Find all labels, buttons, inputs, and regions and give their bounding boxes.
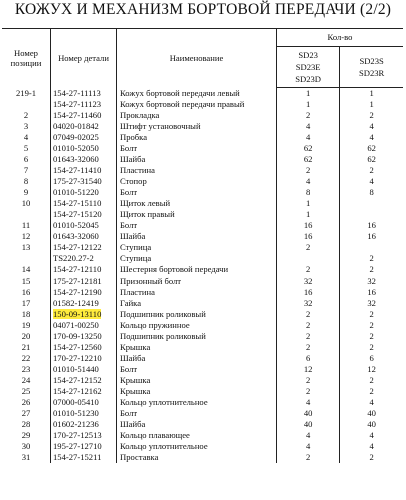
cell-name: Ступица bbox=[117, 242, 277, 253]
cell-qty-b: 62 bbox=[340, 154, 403, 165]
cell-name: Шайба bbox=[117, 419, 277, 430]
cell-qty-b: 2 bbox=[340, 253, 403, 264]
table-header bbox=[2, 29, 403, 88]
cell-part-number: 175-27-31540 bbox=[51, 176, 117, 187]
table-body bbox=[2, 88, 403, 464]
cell-qty-b: 4 bbox=[340, 132, 403, 143]
cell-part-number: 170-09-13250 bbox=[51, 331, 117, 342]
cell-name: Штифт установочный bbox=[117, 121, 277, 132]
cell-qty-b: 40 bbox=[340, 419, 403, 430]
col-model-b-header bbox=[340, 47, 403, 88]
cell-qty-b: 2 bbox=[340, 452, 403, 463]
cell-part-number: TS220.27-2 bbox=[51, 253, 117, 264]
cell-qty-a: 2 bbox=[277, 331, 340, 342]
table-row bbox=[2, 331, 403, 342]
cell-name: Кольцо пружинное bbox=[117, 319, 277, 330]
cell-qty-a: 4 bbox=[277, 132, 340, 143]
cell-qty-a: 2 bbox=[277, 342, 340, 353]
cell-qty-a: 40 bbox=[277, 408, 340, 419]
highlighted-part-number: 150-09-13110 bbox=[53, 308, 102, 319]
model-a-line2: SD23E bbox=[295, 62, 321, 72]
cell-part-number: 175-27-12181 bbox=[51, 275, 117, 286]
cell-name: Пробка bbox=[117, 132, 277, 143]
cell-part-number: 154-27-15110 bbox=[51, 198, 117, 209]
table-row bbox=[2, 110, 403, 121]
table-row bbox=[2, 397, 403, 408]
col-position-label-line2: позиции bbox=[10, 58, 42, 69]
cell-part-number: 154-27-12152 bbox=[51, 375, 117, 386]
cell-name: Шестерня бортовой передачи bbox=[117, 264, 277, 275]
cell-name: Крышка bbox=[117, 375, 277, 386]
cell-position: 5 bbox=[23, 142, 29, 153]
cell-part-number: 01010-52045 bbox=[51, 220, 117, 231]
cell-qty-a: 2 bbox=[277, 165, 340, 176]
cell-qty-b: 2 bbox=[340, 110, 403, 121]
cell-part-number: 01643-32060 bbox=[51, 231, 117, 242]
cell-position: 7 bbox=[23, 165, 29, 176]
cell-name: Призонный болт bbox=[117, 275, 277, 286]
cell-position: 26 bbox=[21, 397, 31, 408]
cell-name: Пластина bbox=[117, 165, 277, 176]
cell-part-number: 154-27-11460 bbox=[51, 110, 117, 121]
table-row bbox=[2, 242, 403, 253]
cell-name: Болт bbox=[117, 143, 277, 154]
table-row bbox=[2, 132, 403, 143]
cell-qty-b: 2 bbox=[340, 264, 403, 275]
cell-qty-a: 4 bbox=[277, 441, 340, 452]
cell-position: 27 bbox=[21, 408, 31, 419]
cell-part-number: 154-27-12110 bbox=[51, 264, 117, 275]
cell-qty-b: 2 bbox=[340, 386, 403, 397]
cell-qty-a: 62 bbox=[277, 143, 340, 154]
cell-qty-a: 2 bbox=[277, 386, 340, 397]
cell-position: 22 bbox=[21, 352, 31, 363]
table-row bbox=[2, 187, 403, 198]
cell-name: Крышка bbox=[117, 386, 277, 397]
table-row bbox=[2, 275, 403, 286]
cell-qty-a: 4 bbox=[277, 397, 340, 408]
cell-part-number: 154-27-11410 bbox=[51, 165, 117, 176]
cell-position: 30 bbox=[21, 441, 31, 452]
cell-qty-b bbox=[340, 209, 403, 220]
table-row bbox=[2, 176, 403, 187]
cell-name: Болт bbox=[117, 408, 277, 419]
cell-qty-a: 1 bbox=[277, 209, 340, 220]
table-row bbox=[2, 286, 403, 297]
cell-qty-a: 4 bbox=[277, 176, 340, 187]
cell-part-number: 154-27-15120 bbox=[51, 209, 117, 220]
cell-name: Щиток правый bbox=[117, 209, 277, 220]
table-row bbox=[2, 364, 403, 375]
cell-part-number: 04071-00250 bbox=[51, 319, 117, 330]
cell-name: Проставка bbox=[117, 452, 277, 463]
cell-qty-b: 32 bbox=[340, 297, 403, 308]
cell-part-number: 01010-51440 bbox=[51, 364, 117, 375]
cell-qty-a: 16 bbox=[277, 286, 340, 297]
cell-name: Шайба bbox=[117, 353, 277, 364]
cell-part-number: 154-27-12162 bbox=[51, 386, 117, 397]
table-row bbox=[2, 386, 403, 397]
cell-part-number: 07000-05410 bbox=[51, 397, 117, 408]
cell-name: Кожух бортовой передачи правый bbox=[117, 99, 277, 110]
cell-qty-b: 32 bbox=[340, 275, 403, 286]
cell-position: 21 bbox=[21, 341, 31, 352]
cell-qty-b: 12 bbox=[340, 364, 403, 375]
cell-part-number: 154-27-11123 bbox=[51, 99, 117, 110]
cell-qty-a: 16 bbox=[277, 231, 340, 242]
cell-part-number: 01643-32060 bbox=[51, 154, 117, 165]
cell-name: Кольцо плавающее bbox=[117, 430, 277, 441]
table-row bbox=[2, 121, 403, 132]
cell-qty-a: 1 bbox=[277, 88, 340, 99]
table-row bbox=[2, 198, 403, 209]
cell-part-number: 07049-02025 bbox=[51, 132, 117, 143]
cell-name: Крышка bbox=[117, 342, 277, 353]
table-row bbox=[2, 353, 403, 364]
cell-part-number bbox=[51, 308, 117, 319]
cell-position: 20 bbox=[21, 330, 31, 341]
cell-position: 17 bbox=[21, 297, 31, 308]
cell-position: 8 bbox=[23, 176, 29, 187]
parts-table bbox=[2, 28, 403, 463]
table-row bbox=[2, 165, 403, 176]
table-row bbox=[2, 308, 403, 319]
cell-part-number: 154-27-15211 bbox=[51, 452, 117, 463]
table-row bbox=[2, 430, 403, 441]
cell-part-number: 01010-52050 bbox=[51, 143, 117, 154]
cell-position: 2 bbox=[23, 109, 29, 120]
cell-part-number: 170-27-12210 bbox=[51, 353, 117, 364]
table-row bbox=[2, 441, 403, 452]
cell-qty-b: 4 bbox=[340, 397, 403, 408]
model-a-line3: SD23D bbox=[295, 74, 322, 84]
cell-qty-a: 32 bbox=[277, 275, 340, 286]
cell-qty-a: 2 bbox=[277, 242, 340, 253]
cell-qty-b: 16 bbox=[340, 231, 403, 242]
cell-position bbox=[2, 209, 51, 220]
cell-position: 23 bbox=[21, 363, 31, 374]
cell-qty-a: 32 bbox=[277, 297, 340, 308]
cell-position: 28 bbox=[21, 419, 31, 430]
cell-qty-a: 2 bbox=[277, 375, 340, 386]
cell-position: 9 bbox=[23, 187, 29, 198]
cell-qty-b: 4 bbox=[340, 121, 403, 132]
cell-qty-b: 1 bbox=[340, 88, 403, 99]
cell-position: 4 bbox=[23, 131, 29, 142]
table-row bbox=[2, 297, 403, 308]
cell-name: Щиток левый bbox=[117, 198, 277, 209]
cell-qty-b: 2 bbox=[340, 342, 403, 353]
cell-position: 31 bbox=[21, 452, 31, 463]
table-row bbox=[2, 452, 403, 463]
cell-qty-b: 16 bbox=[340, 220, 403, 231]
col-part-number-header: Номер детали bbox=[51, 29, 117, 88]
cell-position: 219-1 bbox=[15, 87, 37, 98]
cell-position: 18 bbox=[21, 308, 31, 319]
table-row bbox=[2, 154, 403, 165]
cell-position: 14 bbox=[21, 264, 31, 275]
cell-part-number: 01010-51220 bbox=[51, 187, 117, 198]
cell-qty-a: 1 bbox=[277, 198, 340, 209]
cell-position: 11 bbox=[21, 220, 31, 231]
model-a-line1: SD23 bbox=[298, 50, 318, 60]
cell-name: Шайба bbox=[117, 154, 277, 165]
cell-qty-a: 40 bbox=[277, 419, 340, 430]
cell-qty-a: 2 bbox=[277, 452, 340, 463]
cell-name: Кожух бортовой передачи левый bbox=[117, 88, 277, 99]
cell-qty-b: 8 bbox=[340, 187, 403, 198]
col-name-header: Наименование bbox=[117, 29, 277, 88]
cell-part-number: 195-27-12710 bbox=[51, 441, 117, 452]
cell-position: 3 bbox=[23, 120, 29, 131]
table-row bbox=[2, 408, 403, 419]
model-b-line1: SD23S bbox=[359, 56, 384, 66]
cell-name: Подшипник роликовый bbox=[117, 331, 277, 342]
cell-qty-b: 40 bbox=[340, 408, 403, 419]
cell-qty-a: 62 bbox=[277, 154, 340, 165]
cell-position: 15 bbox=[21, 275, 31, 286]
table-row bbox=[2, 99, 403, 110]
cell-name: Прокладка bbox=[117, 110, 277, 121]
cell-qty-b: 2 bbox=[340, 331, 403, 342]
cell-qty-a: 2 bbox=[277, 264, 340, 275]
table-row bbox=[2, 264, 403, 275]
cell-name: Стопор bbox=[117, 176, 277, 187]
cell-name: Пластина bbox=[117, 286, 277, 297]
cell-qty-a: 2 bbox=[277, 319, 340, 330]
model-b-line2: SD23R bbox=[358, 68, 385, 78]
cell-qty-a: 16 bbox=[277, 220, 340, 231]
table-row bbox=[2, 209, 403, 220]
col-qty-header: Кол-во bbox=[277, 29, 404, 47]
table-row bbox=[2, 342, 403, 353]
cell-qty-a: 1 bbox=[277, 99, 340, 110]
cell-name: Гайка bbox=[117, 297, 277, 308]
cell-part-number: 170-27-12513 bbox=[51, 430, 117, 441]
cell-qty-b: 4 bbox=[340, 441, 403, 452]
cell-qty-a: 2 bbox=[277, 308, 340, 319]
col-position-header bbox=[2, 29, 51, 88]
cell-qty-b: 16 bbox=[340, 286, 403, 297]
table-row bbox=[2, 319, 403, 330]
col-position-label-line1: Номер bbox=[14, 47, 38, 58]
cell-name: Болт bbox=[117, 364, 277, 375]
cell-qty-b: 2 bbox=[340, 319, 403, 330]
cell-qty-a: 2 bbox=[277, 110, 340, 121]
cell-qty-a: 4 bbox=[277, 121, 340, 132]
cell-part-number: 154-27-12190 bbox=[51, 286, 117, 297]
cell-qty-b: 2 bbox=[340, 375, 403, 386]
cell-qty-b: 4 bbox=[340, 176, 403, 187]
table-row bbox=[2, 143, 403, 154]
table-row bbox=[2, 419, 403, 430]
cell-qty-b: 2 bbox=[340, 165, 403, 176]
cell-position: 10 bbox=[21, 198, 31, 209]
cell-qty-b: 6 bbox=[340, 353, 403, 364]
cell-qty-b bbox=[340, 198, 403, 209]
cell-position: 13 bbox=[21, 242, 31, 253]
cell-part-number: 04020-01842 bbox=[51, 121, 117, 132]
cell-qty-a: 12 bbox=[277, 364, 340, 375]
cell-qty-b bbox=[340, 242, 403, 253]
cell-position bbox=[2, 99, 51, 110]
table-row bbox=[2, 88, 403, 99]
cell-part-number: 01602-21236 bbox=[51, 419, 117, 430]
cell-name: Кольцо уплотнительное bbox=[117, 441, 277, 452]
cell-name: Болт bbox=[117, 187, 277, 198]
table-row bbox=[2, 375, 403, 386]
cell-part-number: 154-27-12560 bbox=[51, 342, 117, 353]
cell-name: Шайба bbox=[117, 231, 277, 242]
cell-position bbox=[2, 253, 51, 264]
cell-name: Кольцо уплотнительное bbox=[117, 397, 277, 408]
cell-qty-b: 2 bbox=[340, 308, 403, 319]
table-row bbox=[2, 253, 403, 264]
cell-qty-a bbox=[277, 253, 340, 264]
cell-qty-a: 4 bbox=[277, 430, 340, 441]
cell-position: 24 bbox=[21, 374, 31, 385]
cell-name: Болт bbox=[117, 220, 277, 231]
cell-qty-a: 8 bbox=[277, 187, 340, 198]
cell-position: 19 bbox=[21, 319, 31, 330]
cell-position: 29 bbox=[21, 430, 31, 441]
cell-qty-b: 62 bbox=[340, 143, 403, 154]
cell-qty-b: 1 bbox=[340, 99, 403, 110]
cell-position: 25 bbox=[21, 385, 31, 396]
cell-name: Ступица bbox=[117, 253, 277, 264]
cell-position: 12 bbox=[21, 231, 31, 242]
cell-name: Подшипник роликовый bbox=[117, 308, 277, 319]
col-model-a-header bbox=[277, 47, 340, 88]
cell-part-number: 01582-12419 bbox=[51, 297, 117, 308]
table-row bbox=[2, 231, 403, 242]
cell-part-number: 154-27-11113 bbox=[51, 88, 117, 99]
page-title: КОЖУХ И МЕХАНИЗМ БОРТОВОЙ ПЕРЕДАЧИ (2/2) bbox=[14, 1, 392, 18]
table-row bbox=[2, 220, 403, 231]
cell-part-number: 01010-51230 bbox=[51, 408, 117, 419]
cell-qty-b: 4 bbox=[340, 430, 403, 441]
cell-position: 16 bbox=[21, 286, 31, 297]
cell-position: 6 bbox=[23, 154, 29, 164]
cell-part-number: 154-27-12122 bbox=[51, 242, 117, 253]
cell-qty-a: 6 bbox=[277, 353, 340, 364]
